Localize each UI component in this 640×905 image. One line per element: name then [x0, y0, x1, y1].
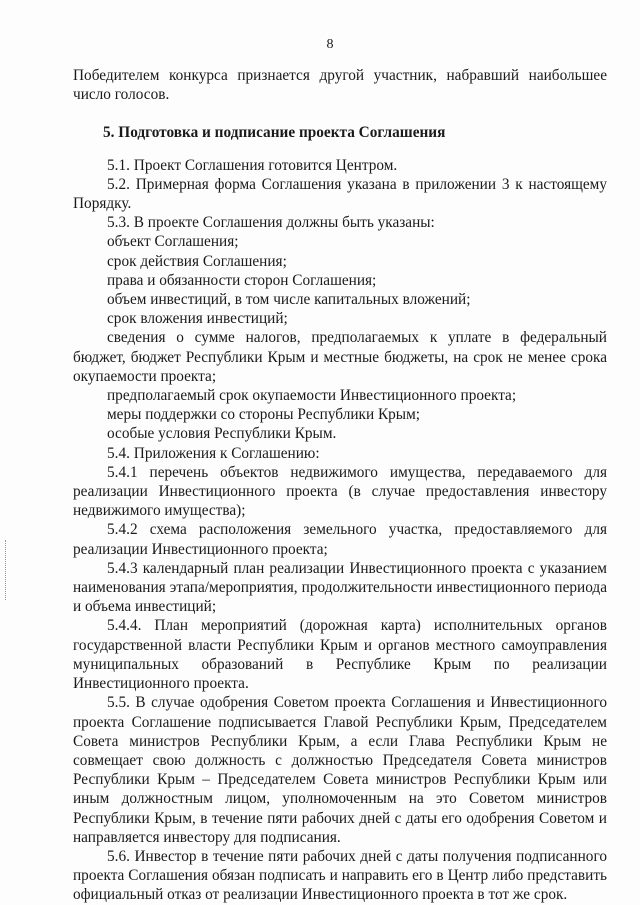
paragraph-5-4: 5.4. Приложения к Соглашению:: [107, 444, 320, 462]
paragraph-5-5: 5.5. В случае одобрения Советом проекта Соглашения и Инвестиционного проекта Соглашение подписывается Главой Республики Крым, Председателем Совета министров Республики Крым, а если Глава Республики Крым не совмещает свою должность с должностью Председателя Совета министров Республики Крым – Председателем Совета министров Республики Крым или иным должностным лицом, уполномоченным на это Советом министров Республики Крым, в течение пяти рабочих дней с даты его одобрения Советом и направляется инвестору для подписания.: [73, 694, 607, 846]
list-item: объем инвестиций, в том числе капитальных вложений;: [107, 291, 471, 309]
list-item: сведения о сумме налогов, предполагаемых к уплате в федеральный бюджет, бюджет Республики Крым и местные бюджеты, на срок не менее срока окупаемости проекта;: [73, 329, 607, 385]
list-item: меры поддержки со стороны Республики Крым;: [107, 406, 421, 424]
list-item: права и обязанности сторон Соглашения;: [107, 271, 377, 289]
paragraph-5-2: 5.2. Примерная форма Соглашения указана в приложении 3 к настоящему Порядку.: [73, 175, 607, 213]
list-item: срок вложения инвестиций;: [107, 310, 288, 328]
list-item: предполагаемый срок окупаемости Инвестиционного проекта;: [107, 387, 517, 405]
intro-paragraph: Победителем конкурса признается другой участник, набравший наибольшее число голосов.: [73, 67, 607, 104]
document-body: [73, 66, 607, 905]
paragraph-5-6: 5.6. Инвестор в течение пяти рабочих дней с даты получения подписанного проекта Соглашения обязан подписать и направить его в Центр либо представить официальный отказ от реализации Инвестиционного проекта в тот же срок.: [73, 847, 607, 904]
paragraph-5-1: 5.1. Проект Соглашения готовится Центром.: [107, 156, 398, 174]
list-item: срок действия Соглашения;: [107, 252, 287, 270]
list-item: объект Соглашения;: [107, 233, 239, 251]
scan-margin-mark: [5, 540, 8, 600]
paragraph-5-4-1: 5.4.1 перечень объектов недвижимого имущества, передаваемого для реализации Инвестиционного проекта (в случае предоставления инвестору недвижимого имущества);: [73, 463, 607, 520]
page-number: 8: [326, 37, 334, 52]
paragraph-5-4-3: 5.4.3 календарный план реализации Инвестиционного проекта с указанием наименования этапа/мероприятия, продолжительности инвестиционного периода и объема инвестиций;: [73, 559, 607, 616]
paragraph-5-3: 5.3. В проекте Соглашения должны быть указаны:: [107, 214, 435, 232]
paragraph-5-4-2: 5.4.2 схема расположения земельного участка, предоставляемого для реализации Инвестиционного проекта;: [73, 521, 607, 558]
list-item: особые условия Республики Крым.: [107, 425, 337, 443]
paragraph-5-4-4: 5.4.4. План мероприятий (дорожная карта) исполнительных органов государственной власти Республики Крым и органов местного самоуправления муниципальных образований в Республике Крым по реализации Инвестиционного проекта.: [73, 617, 607, 693]
section-heading: 5. Подготовка и подписание проекта Соглашения: [103, 124, 446, 142]
